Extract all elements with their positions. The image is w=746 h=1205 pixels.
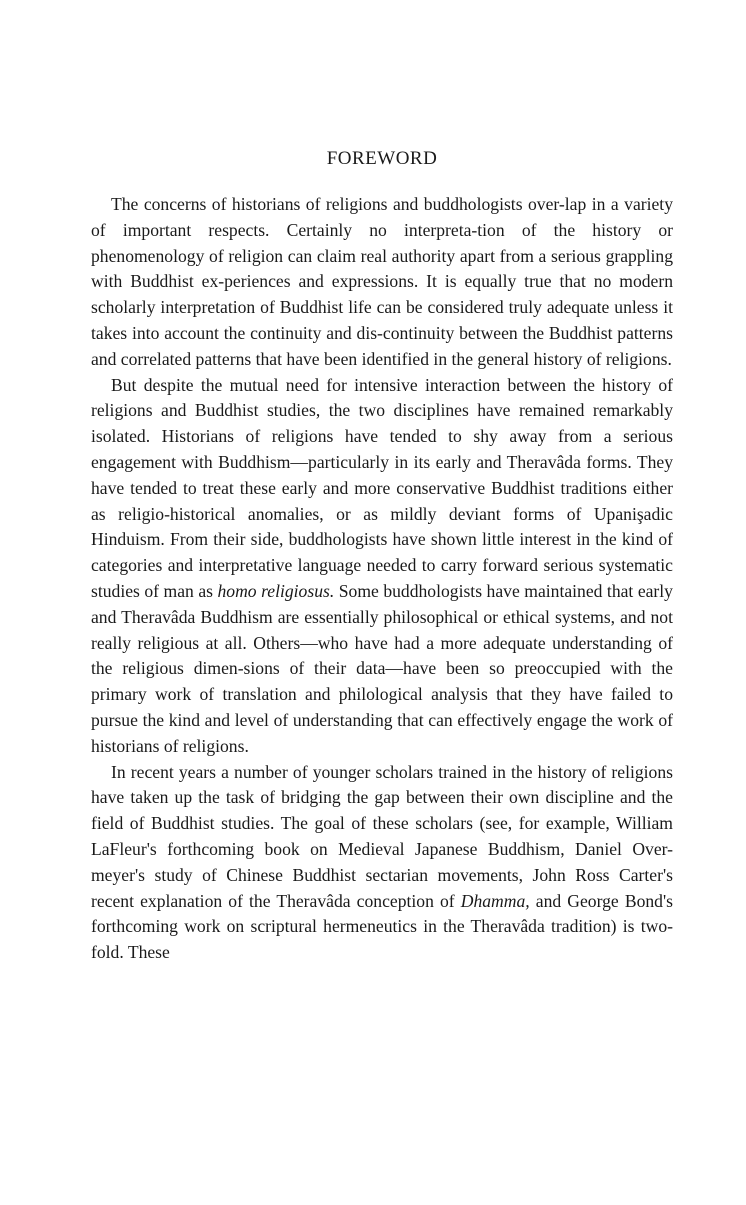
page-title: FOREWORD [326,148,438,169]
paragraph-3-text-a: In recent years a number of younger scholars trained in the history of religions have taken up the task of bridging the gap between their own discipline and the field of Buddhist studies. The goal of these scholars (see, for example, William LaFleur's forthcoming book on Medieval Japanese Buddhism, Daniel Over-meyer's study of Chinese Buddhist sectarian movements, John Ross Carter's recent explanation of the Theravâda conception of [91,761,673,911]
document-page [91,148,673,966]
paragraph-3-italic-term: Dhamma, [460,890,530,911]
paragraph-1-text: The concerns of historians of religions and buddhologists over-lap in a variety of important respects. Certainly no interpreta-tion of the history or phenomenology of religion can claim real authority apart from a serious grappling with Buddhist ex-periences and expressions. It is equally true that no modern scholarly interpretation of Buddhist life can be considered truly adequate unless it takes into account the continuity and dis-continuity between the Buddhist patterns and correlated patterns that have been identified in the general history of religions. [91,194,673,369]
paragraph-2-italic-term: homo religiosus. [217,580,335,601]
paragraph-3-text-b: and George Bond's forthcoming work on scriptural hermeneutics in the Theravâda tradition) is two-fold. These [91,890,673,963]
paragraph-2-text-b: Some buddhologists have maintained that early and Theravâda Buddhism are essentially philosophical or ethical systems, and not really religious at all. Others—who have had a more adequate understanding of the religious dimen-sions of their data—have been so preoccupied with the primary work of translation and philological analysis that they have failed to pursue the kind and level of understanding that can effectively engage the work of historians of religions. [91,580,673,756]
paragraph-1 [91,192,673,373]
paragraph-2-text-a: But despite the mutual need for intensive interaction between the history of religions and Buddhist studies, the two disciplines have remained remarkably isolated. Historians of religions have tended to shy away from a serious engagement with Buddhism—particularly in its early and Theravâda forms. They have tended to treat these early and more conservative Buddhist traditions either as religio-historical anomalies, or as mildly deviant forms of Upanişadic Hinduism. From their side, buddhologists have shown little interest in the kind of categories and interpretative language needed to carry forward serious systematic studies of man as [91,374,673,601]
paragraph-2 [91,373,673,760]
paragraph-3 [91,760,673,966]
